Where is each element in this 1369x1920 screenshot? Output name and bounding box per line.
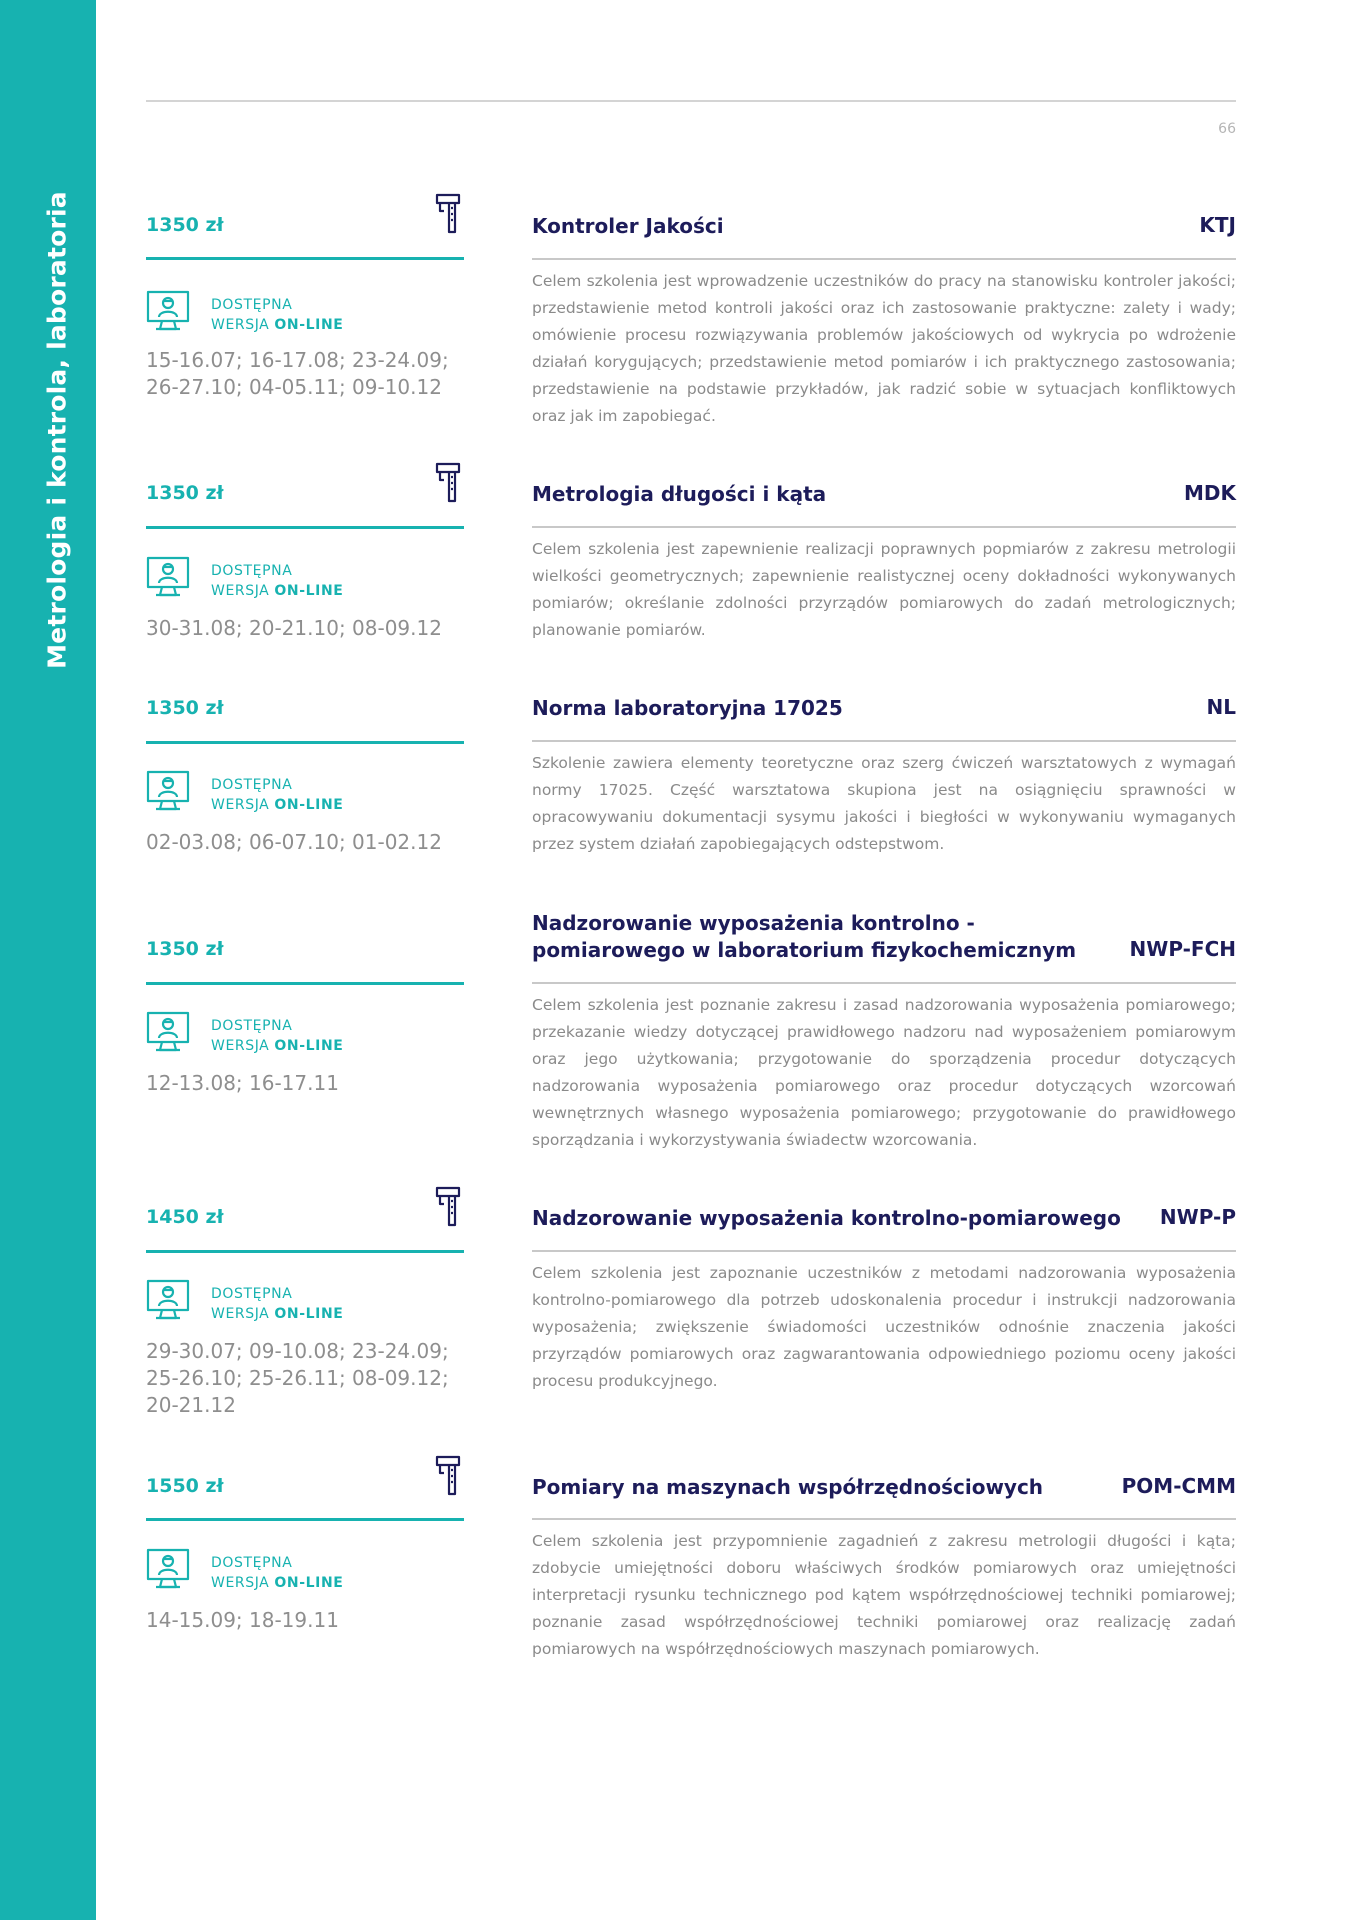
course-code: NWP-FCH (1129, 937, 1236, 961)
caliper-icon (434, 1454, 462, 1496)
page-number: 66 (1218, 121, 1236, 137)
header-rule (146, 100, 1236, 102)
course-dates: 14-15.09; 18-19.11 (146, 1608, 339, 1632)
course-description: Celem szkolenia jest wprowadzenie uczestników do pracy na stanowisku kontroler jakości; przedstawienie metod kontroli jakości oraz ich zastosowanie praktyczne: zalety i wady; omówienie procesu rozwiązywania problemów jakościowych od wykrycia po wdrożenie działań korygujących; przedstawienie metod pomiarów i ich praktycznego zastosowania; przedstawienie na podstawie przykładów, jak radzić sobie w sytuacjach konfliktowych oraz jak im zapobiegać. (532, 272, 1236, 425)
online-line-2-bold: ON-LINE (274, 317, 344, 333)
online-monitor-icon (146, 1279, 190, 1321)
price-rule (146, 1518, 464, 1521)
title-rule (532, 1250, 1236, 1252)
course-price: 1350 zł (146, 482, 224, 504)
online-monitor-icon (146, 1548, 190, 1590)
course-description: Szkolenie zawiera elementy teoretyczne oraz szerg ćwiczeń warsztatowych z wymagań normy 17025. Część warsztatowa skupiona jest na osiągnięciu sprawności w opracowywaniu dokumentacji sysymu jakości i biegłości w wykonywaniu wymaganych przez system działań zapobiegających odstepstwom. (532, 754, 1236, 853)
online-line-2-prefix: WERSJA (211, 583, 275, 599)
online-line-2-bold: ON-LINE (274, 583, 344, 599)
title-rule (532, 526, 1236, 528)
online-line-2-prefix: WERSJA (211, 1575, 275, 1591)
course-title: Norma laboratoryjna 17025 (532, 696, 843, 720)
course-dates: 30-31.08; 20-21.10; 08-09.12 (146, 616, 442, 640)
caliper-icon (434, 461, 462, 503)
online-line-1: DOSTĘPNA (211, 297, 293, 313)
course-description: Celem szkolenia jest zapoznanie uczestników z metodami nadzorowania wyposażenia kontrolno-pomiarowego dla potrzeb udoskonalenia procedur i instrukcji nadzorowania wyposażenia; zwiększenie świadomości uczestników odnośnie znaczenia jakości przyrządów pomiarowych oraz zagwarantowania odpowiedniego poziomu oceny jakości procesu produkcyjnego. (532, 1264, 1236, 1390)
price-rule (146, 982, 464, 985)
course-title: Nadzorowanie wyposażenia kontrolno - pomiarowego w laboratorium fizykochemicznym (532, 911, 1077, 962)
caliper-icon (434, 192, 462, 234)
online-line-2-bold: ON-LINE (274, 797, 344, 813)
price-rule (146, 526, 464, 529)
online-monitor-icon (146, 290, 190, 332)
title-rule (532, 740, 1236, 742)
online-line-2-prefix: WERSJA (211, 1306, 275, 1322)
price-rule (146, 257, 464, 260)
course-title: Pomiary na maszynach współrzędnościowych (532, 1475, 1044, 1499)
course-code: MDK (1183, 481, 1236, 505)
course-description: Celem szkolenia jest zapewnienie realizacji poprawnych popmiarów z zakresu metrologii wielkości geometrycznych; zapewnienie realistycznej oceny dokładności wykonywanych pomiarów; określanie zdolności przyrządów pomiarowych do zadań metrologicznych; planowanie pomiarów. (532, 540, 1236, 639)
online-line-2-bold: ON-LINE (274, 1575, 344, 1591)
course-price: 1350 zł (146, 214, 224, 236)
course-dates: 15-16.07; 16-17.08; 23-24.09; 26-27.10; 04-05.11; 09-10.12 (146, 348, 449, 399)
online-monitor-icon (146, 556, 190, 598)
online-monitor-icon (146, 770, 190, 812)
course-code: NL (1206, 695, 1236, 719)
online-line-2-prefix: WERSJA (211, 1038, 275, 1054)
course-code: POM-CMM (1121, 1474, 1236, 1498)
title-rule (532, 258, 1236, 260)
section-title: Metrologia i kontrola, laboratoria (42, 191, 72, 669)
price-rule (146, 741, 464, 744)
title-rule (532, 982, 1236, 984)
course-price: 1350 zł (146, 938, 224, 960)
price-rule (146, 1250, 464, 1253)
section-sidebar (0, 0, 96, 1920)
course-description: Celem szkolenia jest przypomnienie zagadnień z zakresu metrologii długości i kąta; zdobycie umiejętności doboru właściwych środków pomiarowych oraz umiejętności interpretacji rysunku technicznego pod kątem współrzędnościowej techniki pomiarowej; poznanie zasad współrzędnościowej techniki pomiarowej oraz realizację zadań pomiarowych na współrzędnościowych maszynach pomiarowych. (532, 1532, 1236, 1658)
course-title: Metrologia długości i kąta (532, 482, 827, 506)
course-dates: 12-13.08; 16-17.11 (146, 1071, 339, 1095)
course-code: KTJ (1199, 213, 1236, 237)
online-line-1: DOSTĘPNA (211, 1018, 293, 1034)
online-line-2-bold: ON-LINE (274, 1038, 344, 1054)
online-monitor-icon (146, 1011, 190, 1053)
course-price: 1550 zł (146, 1475, 224, 1497)
course-dates: 02-03.08; 06-07.10; 01-02.12 (146, 830, 442, 854)
course-price: 1350 zł (146, 697, 224, 719)
course-price: 1450 zł (146, 1206, 224, 1228)
online-line-2-prefix: WERSJA (211, 317, 275, 333)
course-code: NWP-P (1159, 1205, 1236, 1229)
course-title: Nadzorowanie wyposażenia kontrolno-pomiarowego (532, 1206, 1121, 1230)
online-line-1: DOSTĘPNA (211, 1286, 293, 1302)
course-title: Kontroler Jakości (532, 214, 724, 238)
online-line-2-prefix: WERSJA (211, 797, 275, 813)
online-line-1: DOSTĘPNA (211, 777, 293, 793)
caliper-icon (434, 1185, 462, 1227)
course-description: Celem szkolenia jest poznanie zakresu i zasad nadzorowania wyposażenia pomiarowego; przekazanie wiedzy dotyczącej prawidłowego nadzoru nad wyposażeniem pomiarowym oraz jego użytkowania; przygotowanie do sporządzenia procedur dotyczących nadzorowania wyposażenia pomiarowego oraz procedur dotyczących wzorcowań wewnętrznych własnego wyposażenia pomiarowego; przygotowanie do prawidłowego sporządzania i wykorzystywania świadectw wzorcowania. (532, 996, 1236, 1149)
online-line-1: DOSTĘPNA (211, 563, 293, 579)
course-dates: 29-30.07; 09-10.08; 23-24.09; 25-26.10; 25-26.11; 08-09.12; 20-21.12 (146, 1339, 449, 1417)
online-line-1: DOSTĘPNA (211, 1555, 293, 1571)
title-rule (532, 1518, 1236, 1520)
online-line-2-bold: ON-LINE (274, 1306, 344, 1322)
